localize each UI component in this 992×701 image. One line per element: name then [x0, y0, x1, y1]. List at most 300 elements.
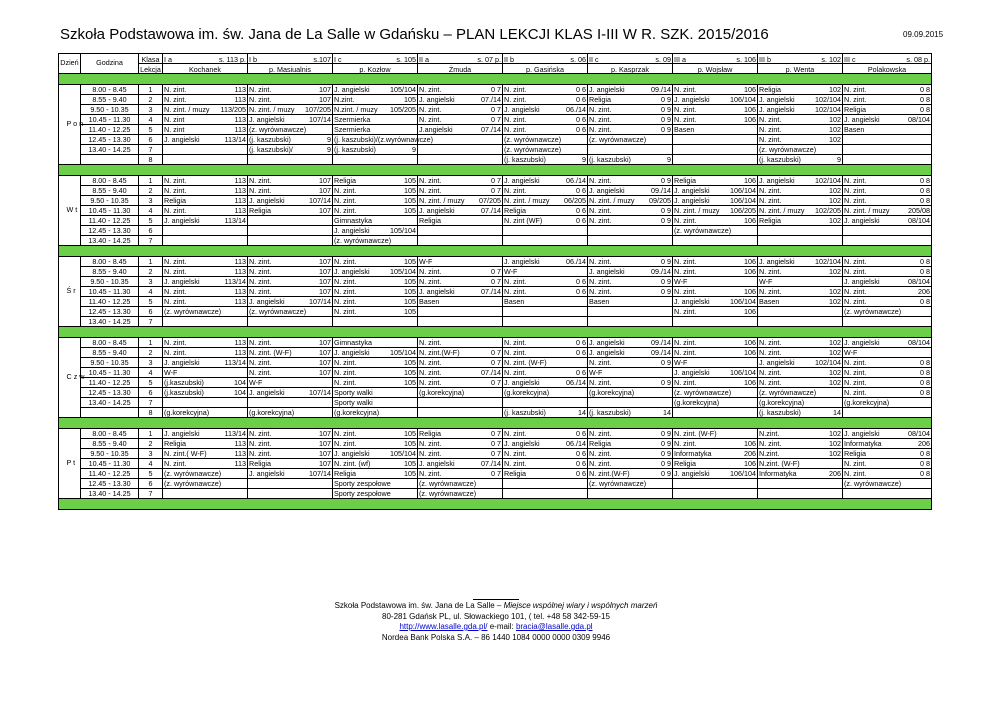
room: 0 6: [576, 468, 586, 478]
subject: N.zint.: [759, 428, 780, 438]
lesson-cell: [163, 257, 248, 267]
lesson-cell: [333, 378, 418, 388]
lesson-cell: [163, 206, 248, 216]
lesson-number: 2: [139, 439, 163, 449]
subject: N. zint: [164, 124, 185, 134]
lesson-cell: [418, 236, 503, 246]
subject: (z. wyrównawcze): [249, 124, 307, 134]
lesson-cell: [843, 196, 932, 206]
room: 9: [412, 144, 416, 154]
subject: N. zint.: [759, 266, 782, 276]
class-room: [313, 56, 331, 63]
lesson-cell: [673, 348, 758, 358]
subject: N. zint.: [419, 357, 442, 367]
room: 0 6: [576, 185, 586, 195]
subject: N. zint.: [164, 266, 187, 276]
class-name-header: [163, 54, 248, 64]
lesson-cell: [758, 216, 843, 226]
lesson-cell: [333, 297, 418, 307]
subject: (z. wyrównawcze): [164, 468, 222, 478]
lesson-cell: [758, 145, 843, 155]
email-link[interactable]: bracia@lasalle.gda.pl: [515, 622, 593, 631]
class-teacher: Żmuda: [418, 64, 503, 74]
room: 0 6: [576, 448, 586, 458]
lesson-cell: [163, 368, 248, 378]
class-room: [219, 56, 246, 63]
subject: N. zint.: [334, 367, 357, 377]
room: 0 7: [491, 357, 501, 367]
lesson-cell: [843, 338, 932, 348]
subject: N. zint.: [844, 256, 867, 266]
subject: N. zint.: [844, 458, 867, 468]
lesson-cell: [248, 206, 333, 216]
room: 107: [319, 438, 331, 448]
lesson-cell: [843, 287, 932, 297]
lesson-cell: [673, 226, 758, 236]
subject: (z. wyrównawcze): [674, 225, 732, 235]
subject: N. zint.: [164, 458, 187, 468]
table-row: [59, 236, 932, 246]
subject: N. zint.: [674, 104, 697, 114]
room: 07./14: [481, 124, 501, 134]
lesson-cell: [588, 348, 673, 358]
class-name: II a: [419, 54, 429, 64]
lesson-time: 9.50 - 10.35: [81, 358, 139, 368]
subject: N. zint.: [419, 185, 442, 195]
room: 08/104: [908, 215, 930, 225]
lesson-cell: [333, 155, 418, 165]
subject: N. zint. / muzy: [759, 205, 805, 215]
lesson-cell: [163, 449, 248, 459]
lesson-number: 3: [139, 358, 163, 368]
lesson-cell: [418, 449, 503, 459]
lesson-number: 3: [139, 449, 163, 459]
subject: N. zint.: [504, 337, 527, 347]
lesson-cell: [418, 297, 503, 307]
subject: Religia: [759, 215, 781, 225]
subject: N. zint.: [504, 367, 527, 377]
room: 0 7: [491, 276, 501, 286]
lesson-cell: [758, 368, 843, 378]
room: 0 8: [920, 256, 930, 266]
room: 0 9: [661, 256, 671, 266]
lesson-time: 8.00 - 8.45: [81, 85, 139, 95]
lesson-cell: [588, 358, 673, 368]
lesson-number: 5: [139, 469, 163, 479]
lesson-number: 6: [139, 479, 163, 489]
subject: Basen: [844, 124, 865, 134]
lesson-cell: [758, 408, 843, 418]
subject: N. zint.: [674, 377, 697, 387]
room: 0 6: [576, 367, 586, 377]
subject: Religia: [589, 94, 611, 104]
subject: N. zint.: [674, 114, 697, 124]
subject: Basen: [504, 296, 525, 306]
subject: (z. wyrównawcze): [589, 478, 647, 488]
room: 09/205: [649, 195, 671, 205]
day-separator: [59, 499, 932, 510]
room: 102/104: [815, 175, 841, 185]
subject: J. angielski: [334, 225, 370, 235]
lesson-cell: [503, 408, 588, 418]
room: 105: [404, 428, 416, 438]
subject: J. angielski: [164, 134, 200, 144]
room: 105: [404, 195, 416, 205]
subject: N. zint.: [504, 458, 527, 468]
subject: J. angielski: [504, 175, 540, 185]
class-name: II b: [504, 54, 514, 64]
table-row: [59, 115, 932, 125]
table-row: [59, 267, 932, 277]
lesson-time: 12.45 - 13.30: [81, 479, 139, 489]
subject: N. zint.: [419, 104, 442, 114]
subject: N. zint.: [504, 276, 527, 286]
lesson-cell: [418, 429, 503, 439]
lesson-cell: [333, 348, 418, 358]
room: 0 9: [661, 428, 671, 438]
subject: N. zint.: [164, 175, 187, 185]
lesson-cell: [673, 338, 758, 348]
lesson-cell: [418, 368, 503, 378]
lesson-cell: [673, 186, 758, 196]
lesson-cell: [503, 439, 588, 449]
lesson-cell: [843, 398, 932, 408]
class-teacher: p. Gasińska: [503, 64, 588, 74]
lesson-cell: [248, 408, 333, 418]
lesson-cell: [503, 226, 588, 236]
lesson-cell: [163, 408, 248, 418]
subject: J. angielski: [164, 276, 200, 286]
room: 107: [319, 337, 331, 347]
room: 0 7: [491, 84, 501, 94]
lesson-cell: [248, 226, 333, 236]
lesson-cell: [503, 186, 588, 196]
subject: N. zint.: [249, 175, 272, 185]
subject: (j. kaszubski)/: [249, 144, 293, 154]
room: 9: [327, 144, 331, 154]
subject: N. zint.: [249, 256, 272, 266]
lesson-cell: [333, 368, 418, 378]
lesson-cell: [163, 155, 248, 165]
subject: J. angielski: [759, 357, 795, 367]
room: 102/104: [815, 357, 841, 367]
subject: N. zint.: [419, 175, 442, 185]
subject: N. zint.: [589, 124, 612, 134]
subject: W-F: [164, 367, 178, 377]
room: 106: [744, 377, 756, 387]
lesson-cell: [503, 216, 588, 226]
lesson-cell: [758, 196, 843, 206]
room: 102: [829, 195, 841, 205]
lesson-cell: [248, 115, 333, 125]
subject: J. angielski: [674, 94, 710, 104]
lesson-time: 9.50 - 10.35: [81, 196, 139, 206]
room: 102: [829, 367, 841, 377]
room: 105: [404, 367, 416, 377]
lesson-time: 12.45 - 13.30: [81, 226, 139, 236]
subject: Gimnastyka: [334, 337, 372, 347]
table-row: [59, 489, 932, 499]
lesson-time: 10.45 - 11.30: [81, 115, 139, 125]
room: 105/104: [390, 266, 416, 276]
room: 09./14: [651, 84, 671, 94]
lesson-number: 5: [139, 125, 163, 135]
room: 107/14: [309, 114, 331, 124]
lesson-time: 13.40 - 14.25: [81, 317, 139, 327]
subject: N. zint.: [504, 94, 527, 104]
lesson-header: Lekcja: [140, 64, 161, 74]
room: 105/205: [390, 104, 416, 114]
lesson-cell: [843, 489, 932, 499]
subject: N. zint.: [589, 104, 612, 114]
room: 107: [319, 175, 331, 185]
subject: Basen: [419, 296, 440, 306]
subject: J. angielski: [504, 438, 540, 448]
room: 104: [234, 387, 246, 397]
room: 106: [744, 438, 756, 448]
lesson-cell: [758, 125, 843, 135]
room: 0 6: [576, 337, 586, 347]
room: 0 6: [576, 286, 586, 296]
subject: J. angielski: [249, 296, 285, 306]
lesson-cell: [248, 155, 333, 165]
subject: W-F: [589, 367, 603, 377]
separator-cell: [59, 327, 932, 338]
lesson-time: [81, 155, 139, 165]
lesson-cell: [503, 196, 588, 206]
lesson-cell: [503, 155, 588, 165]
room: 113/14: [224, 428, 246, 438]
room: 102: [829, 114, 841, 124]
room: 09./14: [651, 337, 671, 347]
lesson-cell: [333, 338, 418, 348]
room: 106: [744, 286, 756, 296]
lesson-cell: [248, 449, 333, 459]
lesson-cell: [333, 115, 418, 125]
subject: (z. wyrównawcze): [504, 144, 562, 154]
lesson-cell: [333, 388, 418, 398]
class-name: II c: [589, 54, 599, 64]
subject: N. zint.: [334, 296, 357, 306]
subject: Basen: [674, 124, 695, 134]
room: 105/104: [390, 347, 416, 357]
subject: Religia: [504, 205, 526, 215]
subject: Sporty zespołowe: [334, 488, 391, 498]
room: 102: [829, 124, 841, 134]
class-room: [477, 56, 501, 63]
subject: (j. kaszubski): [759, 154, 801, 164]
lesson-cell: [588, 297, 673, 307]
table-row: [59, 196, 932, 206]
day-separator: [59, 327, 932, 338]
subject: N. zint.: [844, 94, 867, 104]
room: 09./14: [651, 185, 671, 195]
lesson-cell: [588, 449, 673, 459]
table-row: [59, 125, 932, 135]
lesson-cell: [248, 257, 333, 267]
subject: N. zint. / muzy: [249, 104, 295, 114]
class-room-p: p.: [240, 54, 246, 64]
room: 0 7: [491, 185, 501, 195]
subject: N. zint. / muzy: [844, 205, 890, 215]
lesson-cell: [758, 176, 843, 186]
subject: N. zint.: [504, 84, 527, 94]
subject: (z. wyrównawcze): [419, 478, 477, 488]
lesson-cell: [163, 479, 248, 489]
lesson-cell: [673, 469, 758, 479]
lesson-cell: [248, 348, 333, 358]
lesson-cell: [248, 297, 333, 307]
lesson-cell: [588, 105, 673, 115]
lesson-cell: [418, 358, 503, 368]
subject: (z. wyrównawcze): [844, 306, 902, 316]
room: 0 8: [920, 377, 930, 387]
lesson-cell: [843, 368, 932, 378]
subject: N. zint.: [674, 215, 697, 225]
class-name-header: [588, 54, 673, 64]
subject: N. zint.: [419, 367, 442, 377]
day-separator: [59, 418, 932, 429]
subject: J. angielski: [759, 94, 795, 104]
website-link[interactable]: http://www.lasalle.gda.pl/: [399, 622, 488, 631]
lesson-cell: [333, 125, 418, 135]
lesson-cell: [503, 115, 588, 125]
table-row: [59, 338, 932, 348]
timetable: [58, 53, 931, 510]
room: 105/104: [390, 448, 416, 458]
subject: N. zint. / muzy: [419, 195, 465, 205]
table-row: [59, 469, 932, 479]
class-room-number: s. 105: [396, 54, 416, 64]
lesson-cell: [418, 277, 503, 287]
room: 0 6: [576, 428, 586, 438]
subject: N. zint.: [334, 377, 357, 387]
lesson-cell: [418, 439, 503, 449]
room: 0 8: [920, 195, 930, 205]
room: 102: [829, 296, 841, 306]
room: 105: [404, 458, 416, 468]
subject: N. zint.: [164, 84, 187, 94]
room: 106: [744, 347, 756, 357]
lesson-cell: [758, 95, 843, 105]
lesson-cell: [503, 176, 588, 186]
room: 0 6: [576, 124, 586, 134]
subject: N. zint.: [589, 377, 612, 387]
subject: W-F: [674, 276, 688, 286]
room: 0 7: [491, 175, 501, 185]
subject: N. zint.(W-F): [419, 347, 460, 357]
lesson-cell: [673, 95, 758, 105]
lesson-cell: [673, 388, 758, 398]
room: 102: [829, 448, 841, 458]
day-header: Dzień: [59, 54, 81, 74]
subject: N. zint.: [249, 428, 272, 438]
lesson-cell: [163, 105, 248, 115]
subject: (g.korekcyjna): [164, 407, 210, 417]
subject: Religia: [759, 84, 781, 94]
separator-cell: [59, 418, 932, 429]
lesson-time: 10.45 - 11.30: [81, 206, 139, 216]
subject: Religia: [844, 104, 866, 114]
subject: N. zint.: [674, 84, 697, 94]
lesson-cell: [333, 408, 418, 418]
lesson-cell: [503, 368, 588, 378]
lesson-cell: [503, 297, 588, 307]
lesson-cell: [418, 388, 503, 398]
room: 107: [319, 458, 331, 468]
subject: (j. kaszubski): [334, 144, 376, 154]
room: 0 6: [576, 215, 586, 225]
table-row: [59, 378, 932, 388]
room: 14: [578, 407, 586, 417]
lesson-cell: [758, 257, 843, 267]
subject: (j. kaszubski): [504, 407, 546, 417]
lesson-cell: [758, 85, 843, 95]
lesson-cell: [758, 398, 843, 408]
room: 0 6: [576, 94, 586, 104]
lesson-number: 2: [139, 95, 163, 105]
room: 106/104: [730, 367, 756, 377]
table-row: [59, 307, 932, 317]
lesson-time: 9.50 - 10.35: [81, 277, 139, 287]
lesson-cell: [843, 479, 932, 489]
lesson-cell: [333, 216, 418, 226]
class-room-number: s. 102: [821, 54, 841, 64]
subject: Religia: [334, 468, 356, 478]
subject: N.zint. / muzy: [334, 104, 378, 114]
room: 09./14: [651, 347, 671, 357]
subject: N. zint. (W-F): [249, 347, 292, 357]
lesson-number: 1: [139, 429, 163, 439]
room: 0 9: [661, 114, 671, 124]
lesson-cell: [503, 479, 588, 489]
class-teacher: Polakowska: [843, 64, 932, 74]
room: 105: [404, 377, 416, 387]
lesson-cell: [503, 388, 588, 398]
day-label-text: P t: [66, 458, 76, 468]
room: 9: [667, 154, 671, 164]
lesson-cell: [588, 145, 673, 155]
subject: N. zint.: [589, 286, 612, 296]
lesson-cell: [333, 307, 418, 317]
room: 102: [829, 84, 841, 94]
subject: N. zint.: [589, 114, 612, 124]
room: 102: [829, 438, 841, 448]
lesson-cell: [333, 267, 418, 277]
room: 06./14: [566, 104, 586, 114]
lesson-cell: [843, 206, 932, 216]
subject: N. zint.: [249, 286, 272, 296]
subject: N. zint.: [334, 306, 357, 316]
lesson-cell: [333, 186, 418, 196]
room: 113: [234, 175, 246, 185]
lesson-cell: [673, 398, 758, 408]
lesson-cell: [503, 398, 588, 408]
lesson-cell: [588, 439, 673, 449]
lesson-cell: [843, 135, 932, 145]
lesson-time: 11.40 - 12.25: [81, 378, 139, 388]
day-label-text: P o n: [66, 119, 84, 129]
subject: N. zint.: [164, 337, 187, 347]
lesson-cell: [163, 287, 248, 297]
subject: N. zint.: [164, 296, 187, 306]
room: 0 8: [920, 468, 930, 478]
room: 0 9: [661, 104, 671, 114]
class-room-number: s. 09: [655, 54, 671, 64]
lesson-cell: [503, 125, 588, 135]
room: 106: [744, 104, 756, 114]
lesson-cell: [503, 85, 588, 95]
